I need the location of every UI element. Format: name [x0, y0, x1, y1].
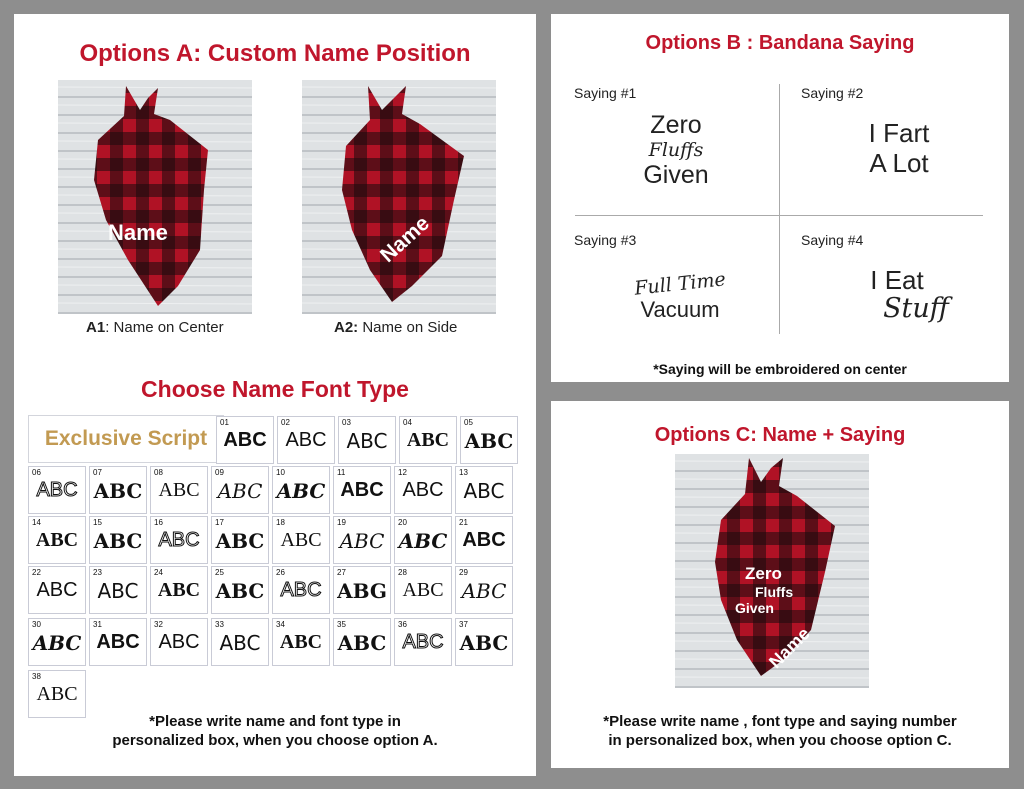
font-number: 15 [93, 518, 102, 527]
bandana-side-photo [302, 80, 496, 314]
font-option-20 [394, 516, 452, 564]
option-b-panel [551, 14, 1009, 382]
option-c-note [551, 712, 1009, 750]
side-name-text: Name [376, 211, 434, 268]
saying-4-line1: I Eat [870, 265, 924, 295]
font-sample: ABC [402, 631, 444, 653]
font-number: 08 [154, 468, 163, 477]
font-option-26 [272, 566, 330, 614]
font-sample: ABC [158, 631, 200, 653]
font-number: 29 [459, 568, 468, 577]
photo-saying-line2: Fluffs [755, 584, 794, 600]
saying-2-line1: I Fart [868, 118, 930, 148]
photo-saying-line1: Zero [745, 564, 782, 583]
font-number: 28 [398, 568, 407, 577]
font-sample: ABC [223, 429, 267, 451]
caption-a1-code: A1 [86, 319, 106, 336]
font-sample: ABC [463, 479, 505, 503]
saying-4-line2: Stuff [883, 293, 949, 324]
font-sample: ABC [36, 579, 78, 601]
font-sample: ABC [93, 479, 143, 503]
bandana-center-photo [58, 80, 252, 314]
font-type-title: Choose Name Font Type [141, 376, 409, 402]
font-number: 34 [276, 620, 285, 629]
font-option-12 [394, 466, 452, 514]
caption-a2-code: A2: [334, 319, 359, 336]
font-sample: ABC [461, 579, 507, 603]
font-number: 21 [459, 518, 468, 527]
font-number: 09 [215, 468, 224, 477]
font-sample: ABC [285, 429, 327, 451]
exclusive-script-swatch: Exclusive Script [28, 415, 224, 463]
font-number: 16 [154, 518, 163, 527]
font-sample: ABC [337, 631, 387, 655]
font-number: 07 [93, 468, 102, 477]
photo-saying-line3: Given [735, 600, 774, 616]
font-number: 27 [337, 568, 346, 577]
font-option-30 [28, 618, 86, 666]
saying-3-label: Saying #3 [574, 232, 637, 248]
font-number: 31 [93, 620, 102, 629]
saying-4-label: Saying #4 [801, 232, 864, 248]
font-sample: ABC [339, 529, 385, 553]
font-number: 12 [398, 468, 407, 477]
font-option-13 [455, 466, 513, 514]
font-number: 35 [337, 620, 346, 629]
option-b-title: Options B : Bandana Saying [645, 32, 915, 54]
bandana-center-image [58, 80, 252, 314]
font-option-11 [333, 466, 391, 514]
font-number: 33 [215, 620, 224, 629]
font-option-24 [150, 566, 208, 614]
font-sample: ABC [97, 579, 139, 603]
font-sample: ABC [464, 429, 514, 453]
font-option-18 [272, 516, 330, 564]
font-number: 20 [398, 518, 407, 527]
font-option-32 [150, 618, 208, 666]
font-sample: ABC [406, 429, 450, 451]
font-number: 06 [32, 468, 41, 477]
saying-2-line2: A Lot [869, 148, 929, 178]
font-number: 26 [276, 568, 285, 577]
font-sample: ABC [158, 529, 200, 551]
font-option-07 [89, 466, 147, 514]
font-option-34 [272, 618, 330, 666]
center-name-text: Name [108, 220, 168, 245]
option-a-note [14, 712, 536, 750]
font-option-22 [28, 566, 86, 614]
caption-a1 [86, 319, 224, 336]
saying-3-text [615, 268, 745, 324]
font-option-28 [394, 566, 452, 614]
font-number: 22 [32, 568, 41, 577]
saying-1-label: Saying #1 [574, 85, 637, 101]
option-c-note-line1: *Please write name , font type and saying number [603, 713, 957, 730]
font-option-03 [338, 416, 396, 464]
saying-2-text [839, 118, 959, 178]
font-option-15 [89, 516, 147, 564]
font-number: 02 [281, 418, 290, 427]
font-option-06 [28, 466, 86, 514]
font-sample: ABC [462, 529, 506, 551]
font-sample: ABC [346, 429, 388, 453]
option-c-note-line2: in personalized box, when you choose option C. [608, 732, 952, 749]
font-option-29 [455, 566, 513, 614]
font-sample: ABC [32, 631, 82, 655]
font-number: 13 [459, 468, 468, 477]
font-option-08 [150, 466, 208, 514]
font-sample: ABC [215, 579, 265, 603]
option-a-panel [14, 14, 536, 776]
font-number: 05 [464, 418, 473, 427]
font-option-05 [460, 416, 518, 464]
font-number: 30 [32, 620, 41, 629]
font-option-02 [277, 416, 335, 464]
font-option-23 [89, 566, 147, 614]
saying-2-label: Saying #2 [801, 85, 864, 101]
font-sample: ABC [96, 631, 140, 653]
font-sample: ABC [93, 529, 143, 553]
saying-1-line3: Given [643, 161, 709, 189]
caption-a2 [334, 319, 457, 336]
font-option-04 [399, 416, 457, 464]
font-sample: ABC [340, 479, 384, 501]
font-sample: ABC [459, 631, 509, 655]
font-option-35 [333, 618, 391, 666]
saying-1-line2: Fluffs [648, 139, 704, 161]
caption-a1-text: : Name on Center [105, 319, 224, 336]
font-option-21 [455, 516, 513, 564]
caption-a2-text: Name on Side [358, 319, 458, 336]
font-number: 37 [459, 620, 468, 629]
font-number: 14 [32, 518, 41, 527]
font-number: 01 [220, 418, 229, 427]
font-number: 25 [215, 568, 224, 577]
font-sample: ABC [158, 479, 200, 501]
font-number: 17 [215, 518, 224, 527]
saying-3-line1: Full Time [633, 268, 727, 300]
font-number: 23 [93, 568, 102, 577]
saying-4-text [851, 266, 971, 324]
font-number: 19 [337, 518, 346, 527]
font-sample: ABC [280, 579, 322, 601]
option-c-title: Options C: Name + Saying [654, 424, 906, 446]
horizontal-divider [575, 215, 983, 216]
saying-1-line1: Zero [650, 111, 702, 139]
option-c-panel [551, 401, 1009, 768]
option-a-note-line1: *Please write name and font type in [149, 713, 401, 730]
font-option-19 [333, 516, 391, 564]
font-number: 18 [276, 518, 285, 527]
font-sample: ABC [36, 479, 78, 501]
saying-3-line2: Vacuum [640, 297, 720, 322]
font-option-14 [28, 516, 86, 564]
font-sample: ABC [276, 479, 326, 503]
saying-1-text [621, 112, 731, 189]
bandana-name-saying-photo [675, 454, 869, 688]
font-option-10 [272, 466, 330, 514]
font-option-27 [333, 566, 391, 614]
font-option-38 [28, 670, 86, 718]
font-option-33 [211, 618, 269, 666]
font-number: 38 [32, 672, 41, 681]
font-number: 03 [342, 418, 351, 427]
font-number: 32 [154, 620, 163, 629]
vertical-divider [779, 84, 780, 334]
photo-name-text: Name [765, 623, 814, 673]
font-sample: ABC [402, 579, 444, 601]
font-sample: ABC [280, 529, 322, 551]
option-a-title: Options A: Custom Name Position [79, 40, 471, 67]
option-a-note-line2: personalized box, when you choose option A. [112, 732, 438, 749]
font-option-25 [211, 566, 269, 614]
option-b-note: *Saying will be embroidered on center [653, 361, 907, 377]
font-sample: ABC [36, 683, 78, 705]
font-number: 10 [276, 468, 285, 477]
font-option-01 [216, 416, 274, 464]
font-option-37 [455, 618, 513, 666]
font-option-36 [394, 618, 452, 666]
font-option-17 [211, 516, 269, 564]
font-number: 11 [337, 468, 346, 477]
font-sample: ABC [279, 631, 323, 653]
font-number: 04 [403, 418, 412, 427]
font-sample: ABC [402, 479, 444, 501]
font-sample: ABC [217, 479, 263, 503]
font-number: 36 [398, 620, 407, 629]
font-sample: ABC [219, 631, 261, 655]
font-sample: ABG [337, 579, 387, 603]
font-number: 24 [154, 568, 163, 577]
font-sample: ABC [215, 529, 265, 553]
font-sample: ABC [157, 579, 201, 601]
font-option-16 [150, 516, 208, 564]
font-option-31 [89, 618, 147, 666]
font-option-09 [211, 466, 269, 514]
font-sample: ABC [398, 529, 448, 553]
bandana-side-image [302, 80, 496, 314]
font-sample: ABC [35, 529, 79, 551]
